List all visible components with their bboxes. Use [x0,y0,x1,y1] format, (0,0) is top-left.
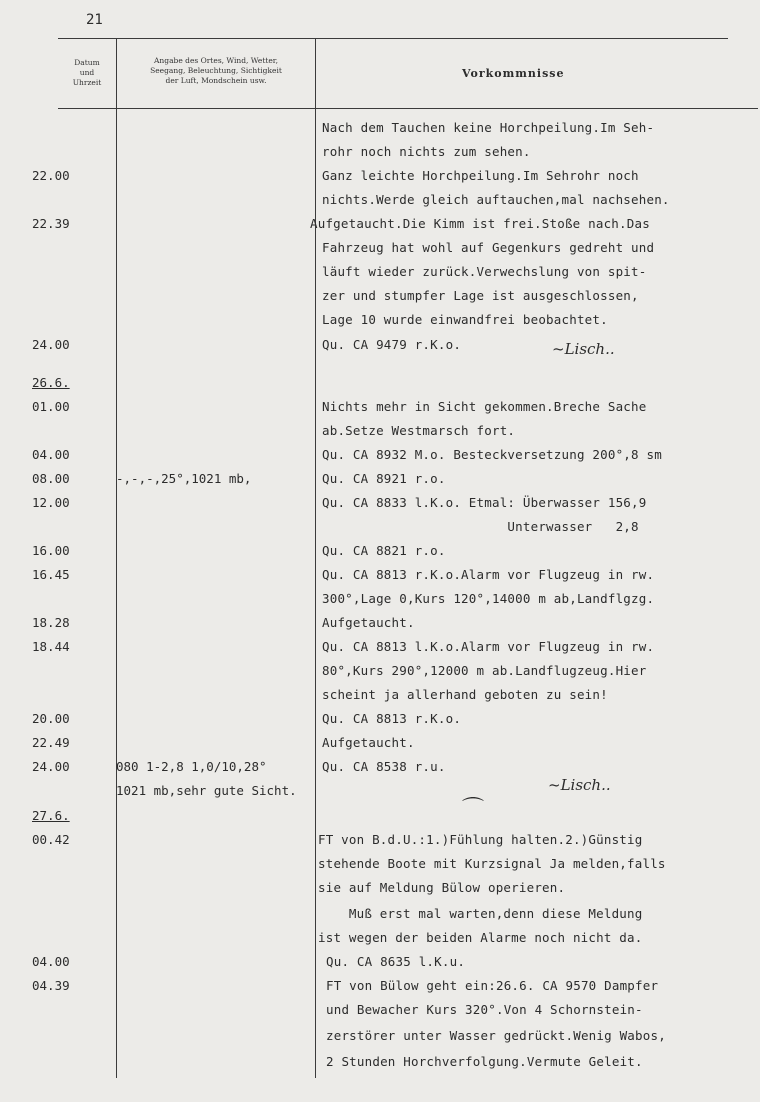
row-date: 08.00 [32,471,70,486]
row-entry: ist wegen der beiden Alarme noch nicht da. [318,930,643,945]
row-date: 18.28 [32,615,70,630]
row-entry: Qu. CA 8813 r.K.o. [322,711,462,726]
column-divider-2 [315,38,316,1078]
row-entry: zerstörer unter Wasser gedrückt.Wenig Wabos, [326,1028,666,1043]
row-entry: 2 Stunden Horchverfolgung.Vermute Geleit. [326,1054,643,1069]
row-date: 20.00 [32,711,70,726]
row-date: 22.39 [32,216,70,231]
header-bottom-rule [58,108,758,109]
row-entry: Nach dem Tauchen keine Horchpeilung.Im Seh- [322,120,655,135]
row-entry: Ganz leichte Horchpeilung.Im Sehrohr noch [322,168,639,183]
row-entry: Lage 10 wurde einwandfrei beobachtet. [322,312,608,327]
row-entry: Qu. CA 9479 r.K.o. [322,337,462,352]
row-conditions: -,-,-,25°,1021 mb, [116,471,252,486]
row-entry: Aufgetaucht.Die Kimm ist frei.Stoße nach.Das [310,216,650,231]
header-top-rule [58,38,728,39]
row-entry: FT von Bülow geht ein:26.6. CA 9570 Dampfer [326,978,659,993]
row-entry: Qu. CA 8635 l.K.u. [326,954,466,969]
row-date: 04.00 [32,447,70,462]
initials-signature: ~Lisch.. [548,776,611,794]
row-date: 01.00 [32,399,70,414]
row-entry: 300°,Lage 0,Kurs 120°,14000 m ab,Landflgzg. [322,591,655,606]
row-entry: Fahrzeug hat wohl auf Gegenkurs gedreht und [322,240,655,255]
hand-mark: ⌒ [462,797,485,822]
row-date: 16.00 [32,543,70,558]
row-date: 22.49 [32,735,70,750]
row-entry: sie auf Meldung Bülow operieren. [318,880,566,895]
row-date: 18.44 [32,639,70,654]
row-entry: FT von B.d.U.:1.)Fühlung halten.2.)Günstig [318,832,643,847]
row-date: 24.00 [32,759,70,774]
row-entry: und Bewacher Kurs 320°.Von 4 Schornstein- [326,1002,643,1017]
row-date: 22.00 [32,168,70,183]
header-conditions: Angabe des Ortes, Wind, Wetter, Seegang, Beleuchtung, Sichtigkeit der Luft, Mondschein usw. [150,56,282,85]
row-entry: Nichts mehr in Sicht gekommen.Breche Sache [322,399,647,414]
initials-signature: ~Lisch.. [552,340,615,358]
row-entry: läuft wieder zurück.Verwechslung von spit- [322,264,647,279]
row-entry: zer und stumpfer Lage ist ausgeschlossen, [322,288,639,303]
row-entry: Qu. CA 8813 r.K.o.Alarm vor Flugzeug in rw. [322,567,655,582]
row-entry: Unterwasser 2,8 [322,519,639,534]
row-date: 24.00 [32,337,70,352]
row-entry: 80°,Kurs 290°,12000 m ab.Landflugzeug.Hier [322,663,647,678]
row-entry: rohr noch nichts zum sehen. [322,144,531,159]
row-entry: Muß erst mal warten,denn diese Meldung [318,906,643,921]
row-entry: Aufgetaucht. [322,735,415,750]
row-entry: Qu. CA 8921 r.o. [322,471,446,486]
row-entry: ab.Setze Westmarsch fort. [322,423,516,438]
row-entry: nichts.Werde gleich auftauchen,mal nachsehen. [322,192,670,207]
row-conditions: 1021 mb,sehr gute Sicht. [116,783,297,798]
day-heading: 27.6. [32,808,70,823]
row-conditions: 080 1-2,8 1,0/10,28° [116,759,267,774]
column-divider-1 [116,38,117,1078]
row-entry: Qu. CA 8821 r.o. [322,543,446,558]
header-date-time: Datum und Uhrzeit [72,58,102,87]
row-date: 00.42 [32,832,70,847]
row-date: 04.39 [32,978,70,993]
day-heading: 26.6. [32,375,70,390]
row-entry: Qu. CA 8833 l.K.o. Etmal: Überwasser 156,9 [322,495,647,510]
header-occurrences: Vorkommnisse [462,67,565,80]
row-entry: Qu. CA 8538 r.u. [322,759,446,774]
row-entry: Qu. CA 8813 l.K.o.Alarm vor Flugzeug in rw. [322,639,655,654]
row-entry: Aufgetaucht. [322,615,415,630]
row-date: 04.00 [32,954,70,969]
row-date: 12.00 [32,495,70,510]
row-entry: stehende Boote mit Kurzsignal Ja melden,falls [318,856,666,871]
page-number: 21 [86,12,103,28]
row-entry: Qu. CA 8932 M.o. Besteckversetzung 200°,8 sm [322,447,662,462]
row-date: 16.45 [32,567,70,582]
row-entry: scheint ja allerhand geboten zu sein! [322,687,608,702]
